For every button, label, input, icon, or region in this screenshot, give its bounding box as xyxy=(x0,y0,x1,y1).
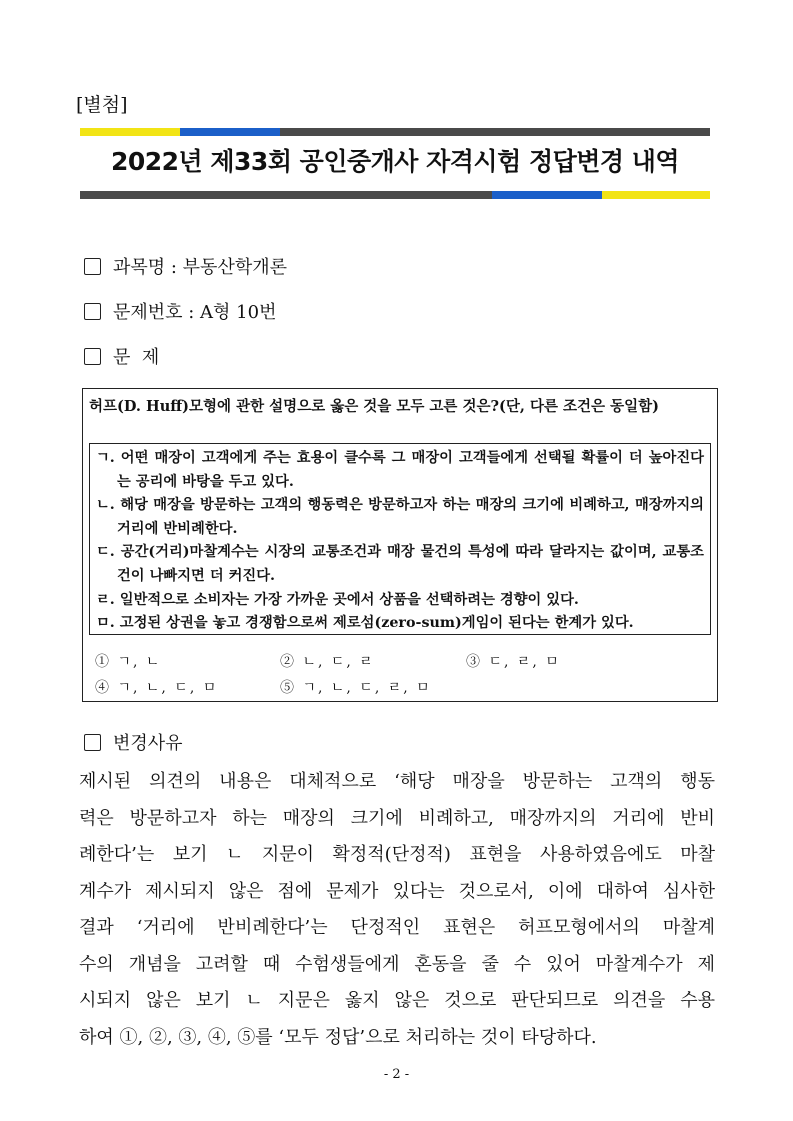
reason-label-item xyxy=(84,729,183,755)
page-number: - 2 - xyxy=(383,1067,410,1082)
top-bar-blue xyxy=(180,128,280,136)
attachment-label: [별첨] xyxy=(76,94,128,116)
statement: ㄱ. 어떤 매장이 고객에게 주는 효용이 클수록 그 매장이 고객들에게 선택될 확률이 더 높아진다는 공리에 바탕을 두고 있다. xyxy=(96,450,704,490)
top-bar-gray xyxy=(280,128,710,136)
statement: ㄹ. 일반적으로 소비자는 가장 가까운 곳에서 상품을 선택하려는 경향이 있다. xyxy=(96,591,579,608)
page-title: 2022년 제33회 공인중개사 자격시험 정답변경 내역 xyxy=(110,147,680,176)
statement: ㄴ. 해당 매장을 방문하는 고객의 행동력은 방문하고자 하는 매장의 크기에 비례하고, 매장까지의 거리에 반비례한다. xyxy=(96,497,704,537)
title-bottom-bar xyxy=(80,191,710,199)
choice-3: ③ ㄷ, ㄹ, ㅁ xyxy=(466,654,561,670)
choice-4: ④ ㄱ, ㄴ, ㄷ, ㅁ xyxy=(95,680,219,696)
statement: ㅁ. 고정된 상권을 놓고 경쟁함으로써 제로섬(zero-sum)게임이 된다는 한계가 있다. xyxy=(96,615,634,632)
title-top-bar xyxy=(80,128,710,136)
reason-paragraph xyxy=(79,764,715,1056)
question-number-item xyxy=(84,298,276,324)
checkbox-icon xyxy=(84,258,101,275)
choice-5: ⑤ ㄱ, ㄴ, ㄷ, ㄹ, ㅁ xyxy=(280,680,432,696)
reason-line: 제시된 의견의 내용은 대체적으로 ‘해당 매장을 방문하는 고객의 행동 xyxy=(79,771,715,792)
statements-box xyxy=(89,443,711,635)
reason-line: 력은 방문하고자 하는 매장의 크기에 비례하고, 매장까지의 거리에 반비 xyxy=(79,807,715,829)
question-label-item xyxy=(84,343,159,369)
question-stem: 허프(D. Huff)모형에 관한 설명으로 옳은 것을 모두 고른 것은?(단, 다른 조건은 동일함) xyxy=(89,398,659,415)
question-box xyxy=(82,388,718,702)
bottom-bar-gray xyxy=(80,191,492,199)
reason-line: 결과 ‘거리에 반비례한다’는 단정적인 표현은 허프모형에서의 마찰계 xyxy=(79,917,715,938)
top-bar-yellow xyxy=(80,128,180,136)
reason-line: 시되지 않은 보기 ㄴ 지문은 옳지 않은 것으로 판단되므로 의견을 수용 xyxy=(79,990,715,1011)
reason-line: 수의 개념을 고려할 때 수험생들에게 혼동을 줄 수 있어 마찰계수가 제 xyxy=(79,953,715,975)
reason-line: 례한다’는 보기 ㄴ 지문이 확정적(단정적) 표현을 사용하였음에도 마찰 xyxy=(79,844,715,865)
question-number-text: 문제번호 : A형 10번 xyxy=(113,302,277,323)
reason-label-text: 변경사유 xyxy=(113,733,183,754)
bottom-bar-blue xyxy=(492,191,602,199)
choice-2: ② ㄴ, ㄷ, ㄹ xyxy=(280,654,375,670)
subject-item xyxy=(84,253,287,279)
reason-line: 하여 ①, ②, ③, ④, ⑤를 ‘모두 정답’으로 처리하는 것이 타당하다. xyxy=(79,1026,597,1048)
checkbox-icon xyxy=(84,303,101,320)
choice-1: ① ㄱ, ㄴ xyxy=(95,654,162,670)
statement: ㄷ. 공간(거리)마찰계수는 시장의 교통조건과 매장 물건의 특성에 따라 달라지는 값이며, 교통조건이 나빠지면 더 커진다. xyxy=(96,544,704,584)
bottom-bar-yellow xyxy=(602,191,710,199)
reason-line: 계수가 제시되지 않은 점에 문제가 있다는 것으로서, 이에 대하여 심사한 xyxy=(79,880,715,902)
checkbox-icon xyxy=(84,348,101,365)
checkbox-icon xyxy=(84,734,101,751)
subject-text: 과목명 : 부동산학개론 xyxy=(113,257,287,278)
question-label-text: 문 제 xyxy=(113,347,160,368)
